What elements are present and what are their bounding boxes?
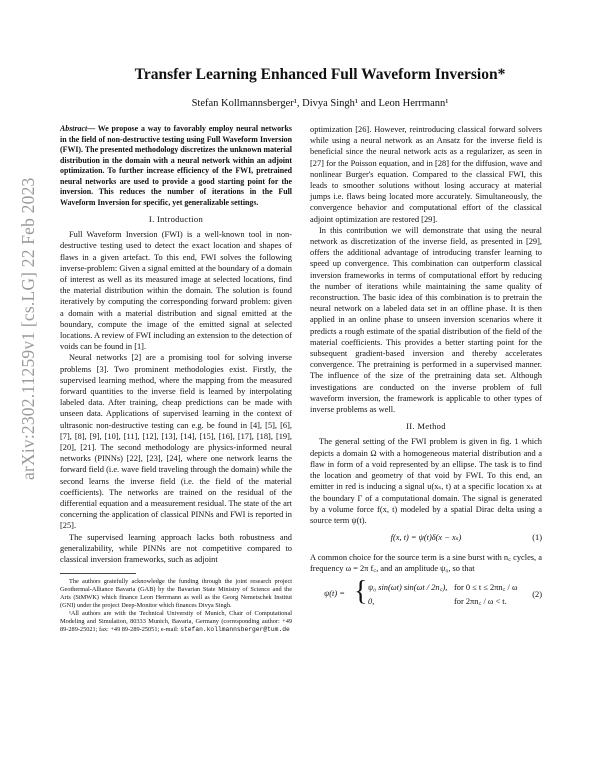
paper-title: Transfer Learning Enhanced Full Waveform Inversion* <box>134 66 506 83</box>
author-email: stefan.kollmannsberger@tum.de <box>180 626 290 634</box>
section-heading-introduction: I. Introduction <box>148 214 204 224</box>
intro-paragraph: The supervised learning approach lacks both robustness and generalizability, while PINNs are not competitive compared to classical inversion frameworks, such as adjoint <box>60 532 292 565</box>
abstract-text: — We propose a way to favorably employ neural networks in the field of non-destructive testing using Full Waveform Inversion (FWI). The presented methodology discretizes the unknown material distribution in the domain with a neural network within an adjoint optimization. To further increase efficiency of the FWI, pretrained neural networks are used to provide a good starting point for the inversion. This reduces the number of iterations in the Full Waveform Inversion for specific, yet generalizable settings. <box>60 124 292 207</box>
equation-1-body: f(x, t) = ψ(t)δ(x − xₛ) <box>390 533 462 543</box>
abstract-label: Abstract <box>60 124 88 133</box>
right-column <box>310 124 542 610</box>
intro-paragraph: Full Waveform Inversion (FWI) is a well-known tool in non-destructive testing used to detect the exact location and shapes of flaws in a given artefact. To this end, FWI solves the following inverse-problem: Given a signal emitted at the boundary of a domain of interest as well as its measured image at selected locations, find the material distribution within the domain. The solution is found iteratively by computing the corresponding forward problem: given a domain with a material distribution and signal emitted at the boundary, compute the image of the emitted signal at selected locations. A review of FWI including an extension to the detection of voids can be found in [1]. <box>60 230 292 352</box>
equation-2-case-1: ψ₀ sin(ωt) sin(ωt / 2n꜀), <box>368 582 448 592</box>
footnote-affiliation <box>60 610 292 634</box>
abstract <box>60 124 292 208</box>
body-paragraph: optimization [26]. However, reintroducing classical forward solvers while using a neural network as an Ansatz for the inverse field is beneficial since the neural network acts as a regularizer, as seen in [27] for the Poisson equation, and in [28] for the diffusion, wave and nonlinear Burger's equation. Compared to the classical FWI, this leads to smoother solutions without losing accuracy at material jumps i.e. flaws being located more accurately. Simultaneously, the convergence behavior and computational effort of the classical adjoint optimization are restored [29]. <box>310 125 542 224</box>
equation-2 <box>310 575 542 610</box>
equation-2-condition-1: for 0 ≤ t ≤ 2πn꜀ / ω <box>454 582 518 592</box>
equation-1-number: (1) <box>532 533 542 543</box>
footnote-funding: The authors gratefully acknowledge the funding through the joint research project Geothermal-Alliance Bavaria (GAB) by the Bavarian State Ministry of Science and the Arts (StMWK) which finance Leon Herrmann as well as the Georg Nemetschek Institut (GNI) under the project Deep-Monitor which finances Divya Singh. <box>60 578 292 610</box>
author-list: Stefan Kollmannsberger¹, Divya Singh¹ and Leon Herrmann¹ <box>191 98 449 109</box>
equation-2-lhs: ψ(t) = <box>324 588 345 598</box>
intro-paragraph: Neural networks [2] are a promising tool for solving inverse problems [3]. Two prominent methodologies exist. Firstly, the supervised learning method, where the mapping from the measured forward quantities to the inverse field is learned by interpolating labeled data. After training, cheap predictions can be made with unseen data. Applications of supervised learning in the context of ultrasonic non-destructive testing can e.g. be found in [4], [5], [6], [7], [8], [9], [10], [11], [12], [13], [14], [15], [16], [17], [18], [19], [20], [21]. The second methodology are physics-informed neural networks (PINNs) [22], [23], [24], where one network learns the forward field (i.e. wave field traveling through the domain) while the second learns the inverse field (i.e. the field of the material coefficients). The networks are trained on the residual of the differential equation and a measurement residual. The state of the art concerning the application of classical PINNs and FWI is reported in [25]. <box>60 353 292 531</box>
left-column <box>60 124 292 634</box>
curly-brace-icon: { <box>354 575 368 607</box>
section-heading-method: II. Method <box>406 421 446 432</box>
equation-2-condition-2: for 2πn꜀ / ω < t. <box>454 596 507 606</box>
body-paragraph: In this contribution we will demonstrate that using the neural network as discretization of the inverse field, as presented in [29], offers the additional advantage of introducing transfer learning to speed up convergence. This combination can outperform classical inversion frameworks in terms of computational effort by reducing the number of iterations while maintaining the same quality of reconstruction. The basic idea of this combination is to pretrain the neural network on a labeled data set in an offline phase. It is then applied in an online phase to unseen inversion scenarios where it predicts a rough estimate of the spatial distribution of the field of the material coefficients. This provides a better starting point for the subsequent gradient-based inversion and thereby accelerates convergence. The pretraining is performed in a supervised manner. The influence of the size of the pretraining data set. Although investigations are conducted on the inverse problem of full waveform inversion, the framework is applicable to other types of inverse problems as well. <box>310 225 542 415</box>
arxiv-identifier-stamp: arXiv:2302.11259v1 [cs.LG] 22 Feb 2023 <box>18 177 38 480</box>
affiliation-text: ¹All authors are with the Technical University of Munich, Chair of Computational Modeling and Simulation, 80333 Munich, Bavaria, Germany (corresponding author: +49 89-289-25021; fax: +49 89-289-25051; e-mail: <box>60 610 292 634</box>
equation-2-number: (2) <box>532 589 542 599</box>
equation-1 <box>310 532 542 546</box>
method-paragraph: The general setting of the FWI problem is given in fig. 1 which depicts a domain Ω with a homogeneous material distribution and a flaw in form of a void represented by an ellipse. The task is to find the location and geometry of that void by FWI. To this end, an emitter in red is inducing a signal u(xₛ, t) at a specific location xₛ at the boundary Γ of a computational domain. The signal is generated by a volume force f(x, t) modeled by a spatial Dirac delta using a source term ψ(t). <box>310 437 542 525</box>
method-paragraph: A common choice for the source term is a sine burst with n꜀ cycles, a frequency ω = 2π f꜀, and an amplitude ψ₀, so that <box>310 553 542 574</box>
footnote-rule <box>60 573 136 574</box>
equation-2-case-2: 0, <box>368 596 375 606</box>
